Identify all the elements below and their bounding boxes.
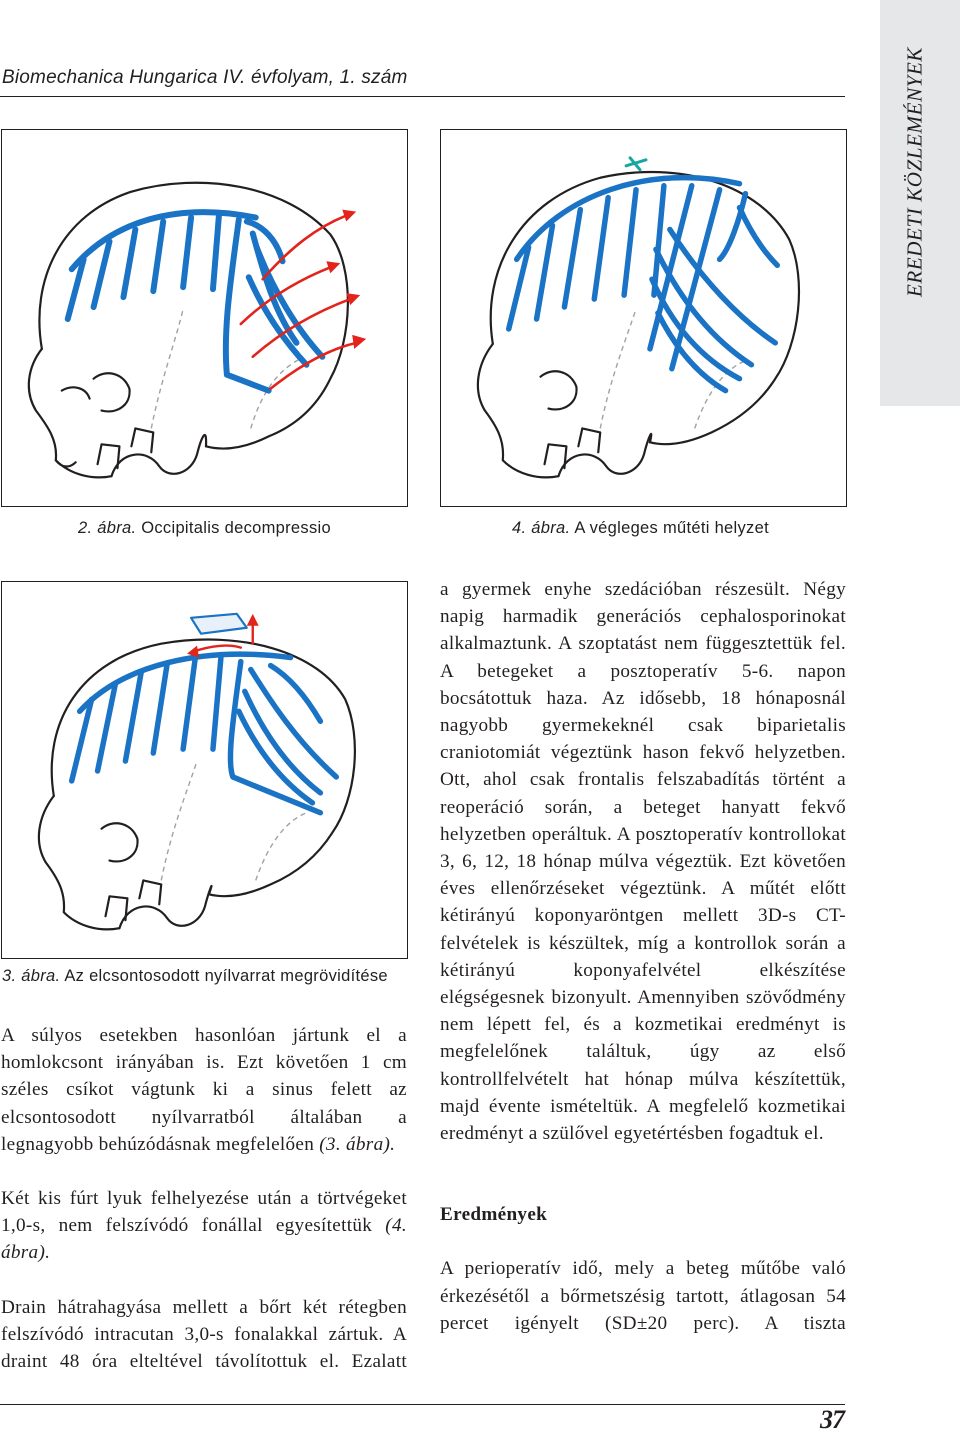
paragraph-drain: Drain hátrahagyása mellett a bőrt két rétegben felszívódó intracutan 3,0-s fonalakkal zártuk. A draint 48 óra elteltével távolítottuk el. Ezalatt: [1, 1296, 407, 1373]
skull-occipital-decompression-icon: [2, 130, 407, 506]
figure-4: [440, 129, 847, 507]
figure-3-text: Az elcsontosodott nyílvarrat megrövidítése: [64, 967, 388, 985]
figure-2-caption: [78, 519, 331, 538]
skull-final-surgical-position-icon: [441, 130, 846, 506]
figure-4-text: A végleges műtéti helyzet: [574, 519, 769, 537]
paragraph-drill-holes-text: Két kis fúrt lyuk felhelyezése után a törtvégeket 1,0-s, nem felszívódó fonállal egyesítettük: [1, 1188, 407, 1237]
figure-2-number: 2. ábra.: [78, 519, 137, 537]
figure-3-number: 3. ábra.: [2, 967, 61, 985]
results-heading: Eredmények: [440, 1204, 548, 1226]
figure-3-reference: (3. ábra).: [319, 1133, 396, 1155]
paragraph-postoperative-care: a gyermek enyhe szedációban részesült. Négy napig harmadik generációs cephalosporinokat alkalmaztunk. A szoptatást nem függesztettük fel. A betegeket a posztoperatív 5-6. napon bocsátottuk haza. Az idősebb, 18 hónaposnál nagyobb gyermekeknél csak biparietalis craniotomiát végeztünk hason fekvő helyzetben. Ott, ahol csak frontalis felszabadítás történt a reoperáció során, a beteget hanyatt fekvő helyzetben operáltuk. A posztoperatív kontrollokat 3, 6, 12, 18 hónap múlva végeztük. Ezt követően éves ellenőrzéseket végeztünk. A műtét előtt kétirányú koponyaröntgen mellett 3D-s CT-felvételek is készültek, míg a kontrollok során a kétirányú koponyafelvétel elkészítése elégségesnek bizonyult. Amennyiben szövődmény nem lépett fel, és a kozmetikai eredményt is megfelelőnek találtuk, úgy az első kontrollfelvételt hat hónap múlva készítettük, majd évente ismételtük. A megfelelő kozmetikai eredményt a szülővel egyetértésben fogadtuk el.: [440, 579, 846, 1145]
skull-suture-shortening-icon: [2, 582, 407, 958]
figure-3: [1, 581, 408, 959]
paragraph-frontal-approach-text: A súlyos esetekben hasonlóan jártunk el a homlokcsont irányában is. Ezt követően 1 cm széles csíkot vágtunk ki a sinus felett az elcsontosodott nyílvarratból általában a legnagyobb behúzódásnak megfelelően: [1, 1025, 407, 1155]
right-column: [440, 576, 846, 1337]
running-header: [0, 64, 845, 97]
figure-4-caption: [512, 519, 769, 538]
page-number: 37: [820, 1405, 844, 1434]
figure-4-reference: (4. ábra).: [1, 1215, 407, 1264]
left-column: [1, 1022, 407, 1375]
figure-2: [1, 129, 408, 507]
figure-3-caption: [2, 967, 388, 986]
footer-rule: [0, 1404, 845, 1405]
figure-2-text: Occipitalis decompressio: [141, 519, 331, 537]
figure-4-number: 4. ábra.: [512, 519, 571, 537]
section-label: EREDETI KÖZLEMÉNYEK: [902, 47, 927, 297]
paragraph-perioperative-time: A perioperatív idő, mely a beteg műtőbe való érkezésétől a bőrmetszésig tartott, átlagosan 54 percet igényelt (SD±20 perc). A tiszta: [440, 1258, 846, 1334]
journal-title: Biomechanica Hungarica IV. évfolyam, 1. szám: [2, 67, 408, 88]
paragraph-frontal-approach: [1, 1022, 407, 1158]
paragraph-drill-holes: [1, 1185, 407, 1267]
